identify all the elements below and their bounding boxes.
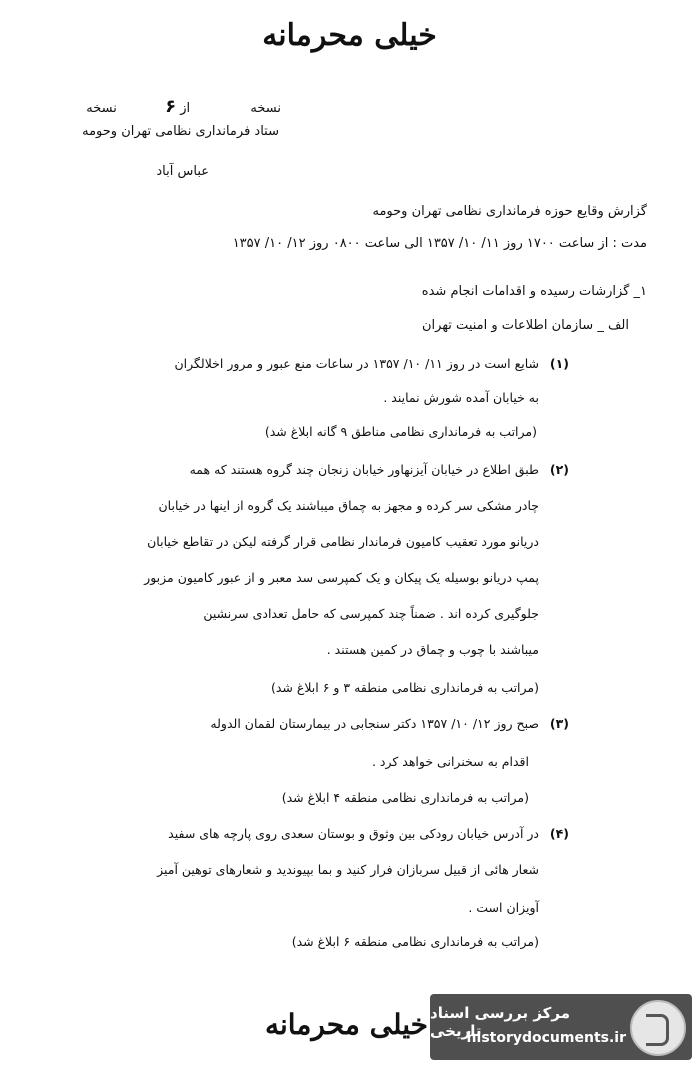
location-line: عباس آباد (156, 164, 209, 179)
copy-word-2: نسخه (86, 101, 117, 116)
copy-total: ۶ (165, 96, 177, 117)
section-1-heading: ۱_ گزارشات رسیده و اقدامات انجام شده (421, 284, 647, 299)
item-4-line-3: آویزان است . (468, 900, 539, 915)
item-2-line-1: طبق اطلاع در خیابان آیزنهاور خیابان زنجان چند گروه هستند که همه (189, 462, 539, 477)
copy-word-1: نسخه (250, 101, 281, 116)
item-2-line-3: دریانو مورد تعقیب کامیون فرماندار نظامی قرار گرفته لیکن در تقاطع خیابان (147, 534, 539, 549)
item-2-line-6: میباشند با چوب و چماق در کمین هستند . (326, 642, 539, 657)
headquarters-line: ستاد فرمانداری نظامی تهران وحومه (82, 124, 279, 139)
item-1-number: (۱) (549, 356, 569, 371)
item-1-line-1: شایع است در روز ۱۱/ ۱۰/ ۱۳۵۷ در ساعات منع عبور و مرور اخلالگران (174, 356, 539, 371)
item-2-line-2: چادر مشکی سر کرده و مجهز به چماق میباشند یک گروه از اینها در خیابان (158, 498, 539, 513)
report-title: گزارش وقایع حوزه فرمانداری نظامی تهران وحومه (372, 204, 647, 219)
classification-header: خیلی محرمانه (262, 18, 437, 53)
report-period: مدت : از ساعت ۱۷۰۰ روز ۱۱/ ۱۰/ ۱۳۵۷ الی ساعت ۰۸۰۰ روز ۱۲/ ۱۰/ ۱۳۵۷ (232, 236, 647, 251)
item-2-note: (مراتب به فرمانداری نظامی منطقه ۳ و ۶ ابلاغ شد) (270, 680, 539, 695)
watermark-url: historydocuments.ir (466, 1030, 626, 1046)
item-4-number: (۴) (549, 826, 569, 841)
item-1-line-2: به خیابان آمده شورش نمایند . (383, 390, 539, 405)
item-4-line-2: شعار هائی از قبیل سربازان فرار کنید و بما بپیوندید و شعارهای توهین آمیز (157, 862, 539, 877)
watermark-name: مرکز بررسی اسناد تاریخی (430, 1004, 570, 1040)
copy-of: از (180, 101, 191, 116)
item-3-line-2: اقدام به سخنرانی خواهد کرد . (371, 754, 529, 769)
item-2-line-4: پمپ دریانو بوسیله یک پیکان و یک کمپرسی سد معبر و از عبور کامیون مزبور (144, 570, 539, 585)
watermark-banner (430, 994, 692, 1060)
item-4-note: (مراتب به فرمانداری نظامی منطقه ۶ ابلاغ شد) (291, 934, 539, 949)
item-1-note: (مراتب به فرمانداری نظامی مناطق ۹ گانه ابلاغ شد) (264, 424, 537, 439)
item-3-number: (۳) (549, 716, 569, 731)
item-3-line-1: صبح روز ۱۲/ ۱۰/ ۱۳۵۷ دکتر سنجابی در بیمارستان لقمان الدوله (210, 716, 539, 731)
item-2-line-5: جلوگیری کرده اند . ضمناً چند کمپرسی که حامل تعدادی سرنشین (203, 606, 539, 621)
item-2-number: (۲) (549, 462, 569, 477)
copy-line (86, 96, 281, 117)
archive-logo-icon (630, 1000, 686, 1056)
item-3-note: (مراتب به فرمانداری نظامی منطقه ۴ ابلاغ شد) (281, 790, 529, 805)
section-a-heading: الف _ سازمان اطلاعات و امنیت تهران (421, 318, 629, 333)
classification-footer: خیلی محرمانه (265, 1008, 428, 1041)
item-4-line-1: در آدرس خیابان رودکی بین وثوق و بوستان سعدی روی پارچه های سفید (168, 826, 539, 841)
